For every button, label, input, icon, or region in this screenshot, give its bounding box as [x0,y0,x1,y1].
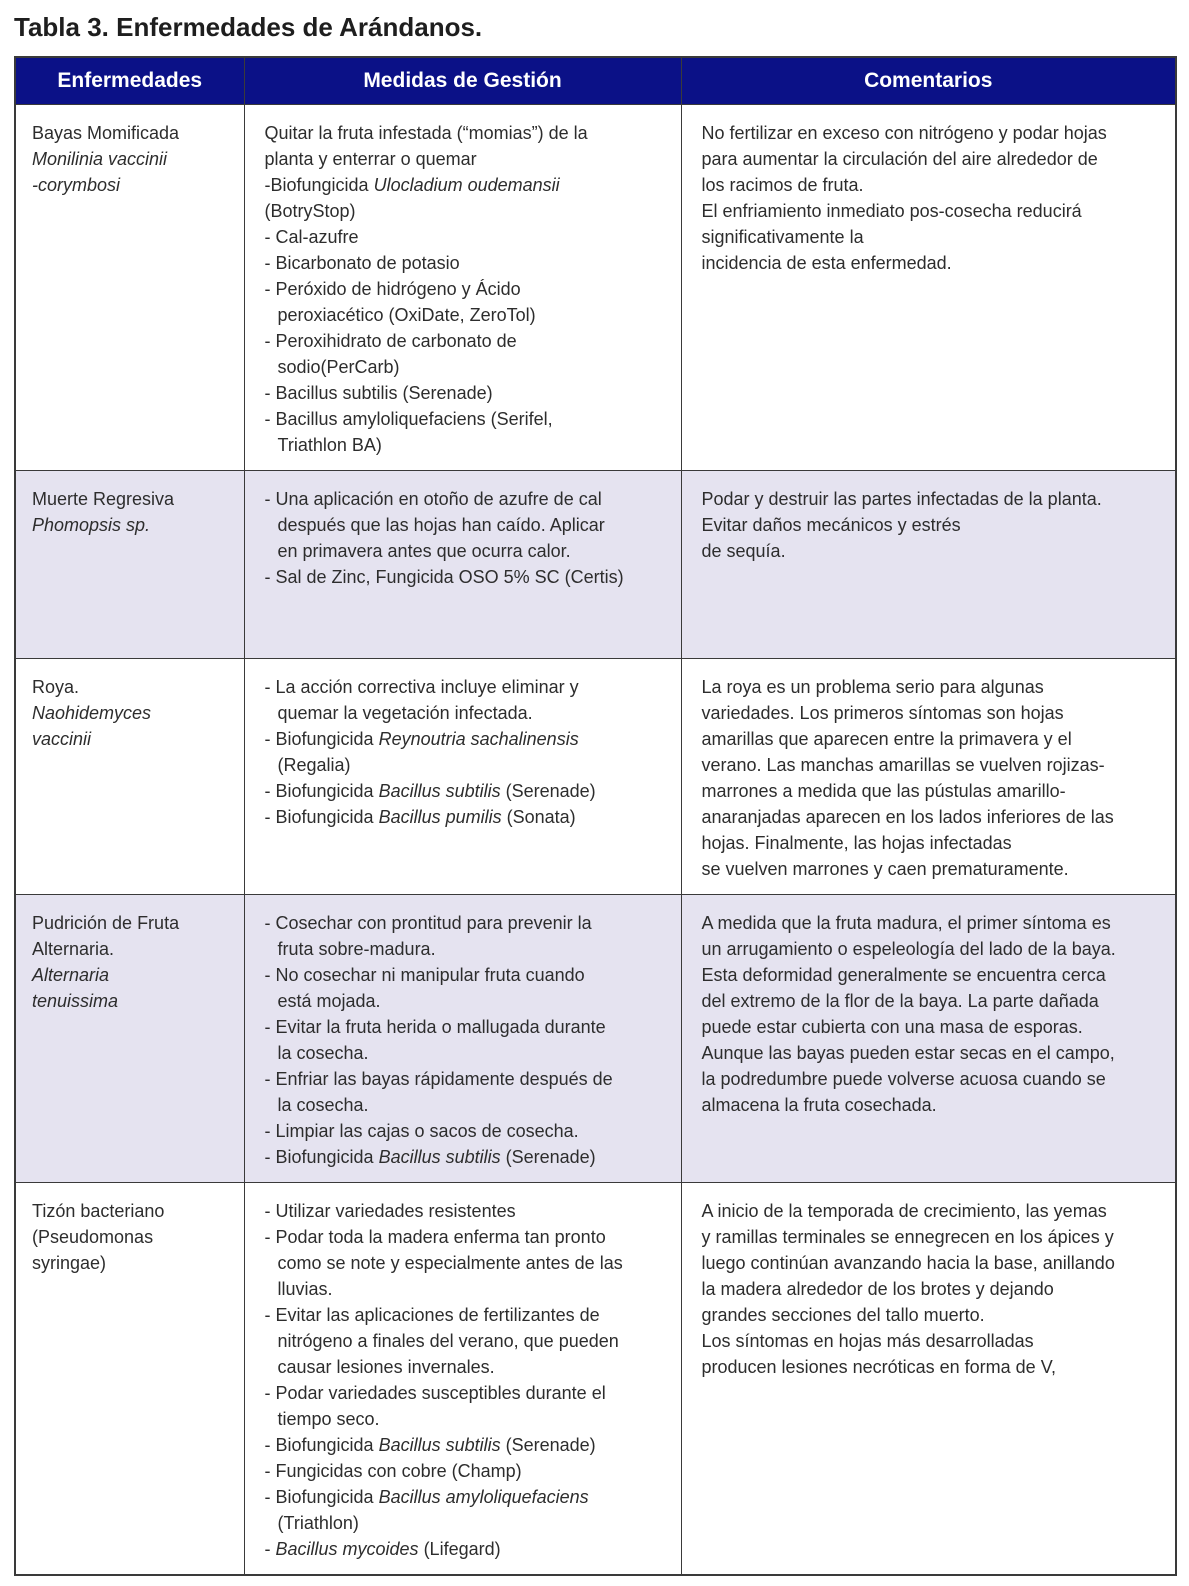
comment-line: un arrugamiento o espeleología del lado de la baya. [701,938,1116,959]
measure-item [265,962,673,1014]
disease-table [14,56,1177,1576]
comment-line: la madera alrededor de los brotes y dejando [701,1278,1054,1299]
measure-item [265,910,673,962]
comment-line: y ramillas terminales se ennegrecen en los ápices y [701,1226,1114,1247]
comment-line: almacena la fruta cosechada. [701,1094,937,1115]
table-row [15,658,1176,894]
measure-text: (Lifegard) [418,1538,501,1559]
measure-text: tiempo seco. [277,1408,380,1429]
measure-item [265,1380,673,1432]
measure-item [265,224,673,250]
disease-cell [15,658,244,894]
disease-cell [15,894,244,1182]
measures-cell [244,104,681,470]
measure-item [265,674,673,726]
measure-text: (Serenade) [500,1434,596,1455]
comment-line: verano. Las manchas amarillas se vuelven rojizas- [701,754,1105,775]
table-body [15,104,1176,1575]
comment-line: puede estar cubierta con una masa de esporas. [701,1016,1083,1037]
disease-cell [15,104,244,470]
measure-text: - La acción correctiva incluye eliminar y [264,676,579,697]
measure-text: en primavera antes que ocurra calor. [277,540,571,561]
measure-text: - [264,1538,276,1559]
disease-cell [15,1182,244,1575]
measure-text: (Regalia) [277,754,351,775]
measure-text: - Enfriar las bayas rápidamente después de [264,1068,613,1089]
measure-text: como se note y especialmente antes de las [277,1252,623,1273]
measure-item [265,1014,673,1066]
measure-text: - No cosechar ni manipular fruta cuando [264,964,585,985]
comment-line: A inicio de la temporada de crecimiento, las yemas [701,1200,1107,1221]
comment-line: variedades. Los primeros síntomas son hojas [701,702,1064,723]
measure-text: - Cal-azufre [264,226,359,247]
measure-text: - Biofungicida [264,1434,379,1455]
comment-line: luego continúan avanzando hacia la base, anillando [701,1252,1115,1273]
disease-name-line: Alternaria [32,964,110,985]
disease-name-line: syringae) [32,1252,107,1273]
measure-text: - Biofungicida [264,806,379,827]
measure-text: - Biofungicida [264,1146,379,1167]
measure-item [265,726,673,778]
comment-line: Aunque las bayas pueden estar secas en el campo, [701,1042,1115,1063]
measure-item [265,380,673,406]
measure-text: nitrógeno a finales del verano, que pueden [277,1330,619,1351]
measure-text: Reynoutria sachalinensis [378,728,579,749]
comment-line: La roya es un problema serio para algunas [701,676,1044,697]
header-row [15,57,1176,104]
measure-item [265,1302,673,1380]
disease-name-line: Tizón bacteriano [32,1200,165,1221]
measure-text: Bacillus amyloliquefaciens [378,1486,589,1507]
measure-text: - Peróxido de hidrógeno y Ácido [264,278,521,299]
comment-line: los racimos de fruta. [701,174,864,195]
measure-text: fruta sobre-madura. [277,938,436,959]
comments-cell [681,1182,1176,1575]
comment-line: anaranjadas aparecen en los lados inferiores de las [701,806,1114,827]
measure-text: peroxiacético (OxiDate, ZeroTol) [277,304,536,325]
measure-text: (Serenade) [500,780,596,801]
table-row [15,470,1176,658]
measure-text: - Biofungicida [264,728,379,749]
measure-text: - Bacillus subtilis (Serenade) [264,382,493,403]
measure-text: la cosecha. [277,1094,369,1115]
measure-text: la cosecha. [277,1042,369,1063]
table-title: Tabla 3. Enfermedades de Arándanos. [14,12,483,42]
measure-text: planta y enterrar o quemar [264,148,477,169]
disease-name-line: Phomopsis sp. [32,514,151,535]
measure-text: Bacillus pumilis [378,806,502,827]
comment-line: grandes secciones del tallo muerto. [701,1304,985,1325]
measure-text: causar lesiones invernales. [277,1356,495,1377]
measure-item [265,486,673,564]
comment-line: A medida que la fruta madura, el primer síntoma es [701,912,1111,933]
comment-line: del extremo de la flor de la baya. La parte dañada [701,990,1099,1011]
measure-text: Triathlon BA) [277,434,382,455]
disease-name-line: Monilinia vaccinii [32,148,168,169]
measure-text: Bacillus subtilis [378,1146,501,1167]
comments-cell [681,658,1176,894]
measure-text: -Biofungicida [264,174,374,195]
disease-name-line: vaccinii [32,728,92,749]
measure-item [265,778,673,804]
comment-line: El enfriamiento inmediato pos-cosecha reducirá [701,200,1082,221]
measure-item [265,1198,673,1224]
measure-text: (Serenade) [500,1146,596,1167]
measure-text: (Sonata) [501,806,576,827]
measure-text: (Triathlon) [277,1512,359,1533]
comment-line: la podredumbre puede volverse acuosa cuando se [701,1068,1106,1089]
disease-name-line: (Pseudomonas [32,1226,154,1247]
comment-line: producen lesiones necróticas en forma de V, [701,1356,1057,1377]
measure-item [265,1118,673,1144]
comment-line: Podar y destruir las partes infectadas de la planta. [701,488,1102,509]
measure-text: - Una aplicación en otoño de azufre de cal [264,488,602,509]
comments-cell [681,470,1176,658]
disease-name-line: Roya. [32,676,80,697]
disease-cell [15,470,244,658]
measure-text: - Evitar las aplicaciones de fertilizantes de [264,1304,600,1325]
measure-text: - Podar variedades susceptibles durante el [264,1382,606,1403]
disease-name-line: Naohidemyces [32,702,152,723]
measure-text: Ulocladium oudemansii [373,174,560,195]
measures-cell [244,1182,681,1575]
disease-name-line: -corymbosi [32,174,121,195]
disease-name-line: tenuissima [32,990,119,1011]
measure-text: - Fungicidas con cobre (Champ) [264,1460,522,1481]
comment-line: Esta deformidad generalmente se encuentra cerca [701,964,1106,985]
measure-text: lluvias. [277,1278,333,1299]
measure-item [265,564,673,590]
comment-line: No fertilizar en exceso con nitrógeno y podar hojas [701,122,1107,143]
disease-name-line: Bayas Momificada [32,122,180,143]
measure-text: Bacillus subtilis [378,780,501,801]
comment-line: amarillas que aparecen entre la primavera y el [701,728,1072,749]
measure-text: - Bicarbonato de potasio [264,252,460,273]
measure-text: Bacillus mycoides [275,1538,419,1559]
measure-text: después que las hojas han caído. Aplicar [277,514,605,535]
measure-item [265,1484,673,1536]
measure-item [265,406,673,458]
measure-text: - Limpiar las cajas o sacos de cosecha. [264,1120,579,1141]
measure-text: quemar la vegetación infectada. [277,702,533,723]
measure-item [265,172,673,224]
disease-name-line: Alternaria. [32,938,115,959]
measure-text: - Biofungicida [264,1486,379,1507]
comment-line: de sequía. [701,540,786,561]
measure-text: - Utilizar variedades resistentes [264,1200,516,1221]
table-row [15,894,1176,1182]
measure-text: - Evitar la fruta herida o mallugada durante [264,1016,606,1037]
comments-cell [681,894,1176,1182]
disease-name-line: Muerte Regresiva [32,488,175,509]
measure-text: - Podar toda la madera enferma tan pronto [264,1226,606,1247]
measure-text: - Cosechar con prontitud para prevenir la [264,912,592,933]
measure-text: - Biofungicida [264,780,379,801]
comment-line: incidencia de esta enfermedad. [701,252,952,273]
comments-cell [681,104,1176,470]
measure-item [265,1432,673,1458]
measures-cell [244,470,681,658]
measure-text: Bacillus subtilis [378,1434,501,1455]
measure-text: sodio(PerCarb) [277,356,400,377]
measure-item [265,1458,673,1484]
measure-item [265,1066,673,1118]
measure-item [265,1144,673,1170]
measure-item [265,1224,673,1302]
measure-item [265,1536,673,1562]
comment-line: Los síntomas en hojas más desarrolladas [701,1330,1034,1351]
comment-line: marrones a medida que las pústulas amarillo- [701,780,1066,801]
measure-item [265,276,673,328]
comment-line: significativamente la [701,226,864,247]
measure-item [265,804,673,830]
table-row [15,104,1176,470]
measure-text: - Bacillus amyloliquefaciens (Serifel, [264,408,553,429]
column-header-enfermedades: Enfermedades [15,57,244,104]
measures-cell [244,658,681,894]
measure-text: está mojada. [277,990,381,1011]
column-header-comentarios: Comentarios [681,57,1176,104]
comment-line: hojas. Finalmente, las hojas infectadas [701,832,1012,853]
measure-text: (BotryStop) [264,200,356,221]
comment-line: Evitar daños mecánicos y estrés [701,514,961,535]
measures-cell [244,894,681,1182]
comment-line: se vuelven marrones y caen prematuramente. [701,858,1069,879]
measure-text: - Peroxihidrato de carbonato de [264,330,517,351]
measure-item [265,328,673,380]
column-header-medidas-de-gestion: Medidas de Gestión [244,57,681,104]
comment-line: para aumentar la circulación del aire alrededor de [701,148,1098,169]
disease-name-line: Pudrición de Fruta [32,912,180,933]
measure-item [265,250,673,276]
measure-text: Quitar la fruta infestada (“momias”) de la [264,122,588,143]
table-row [15,1182,1176,1575]
measure-text: - Sal de Zinc, Fungicida OSO 5% SC (Certis) [264,566,624,587]
measure-item [265,120,673,172]
